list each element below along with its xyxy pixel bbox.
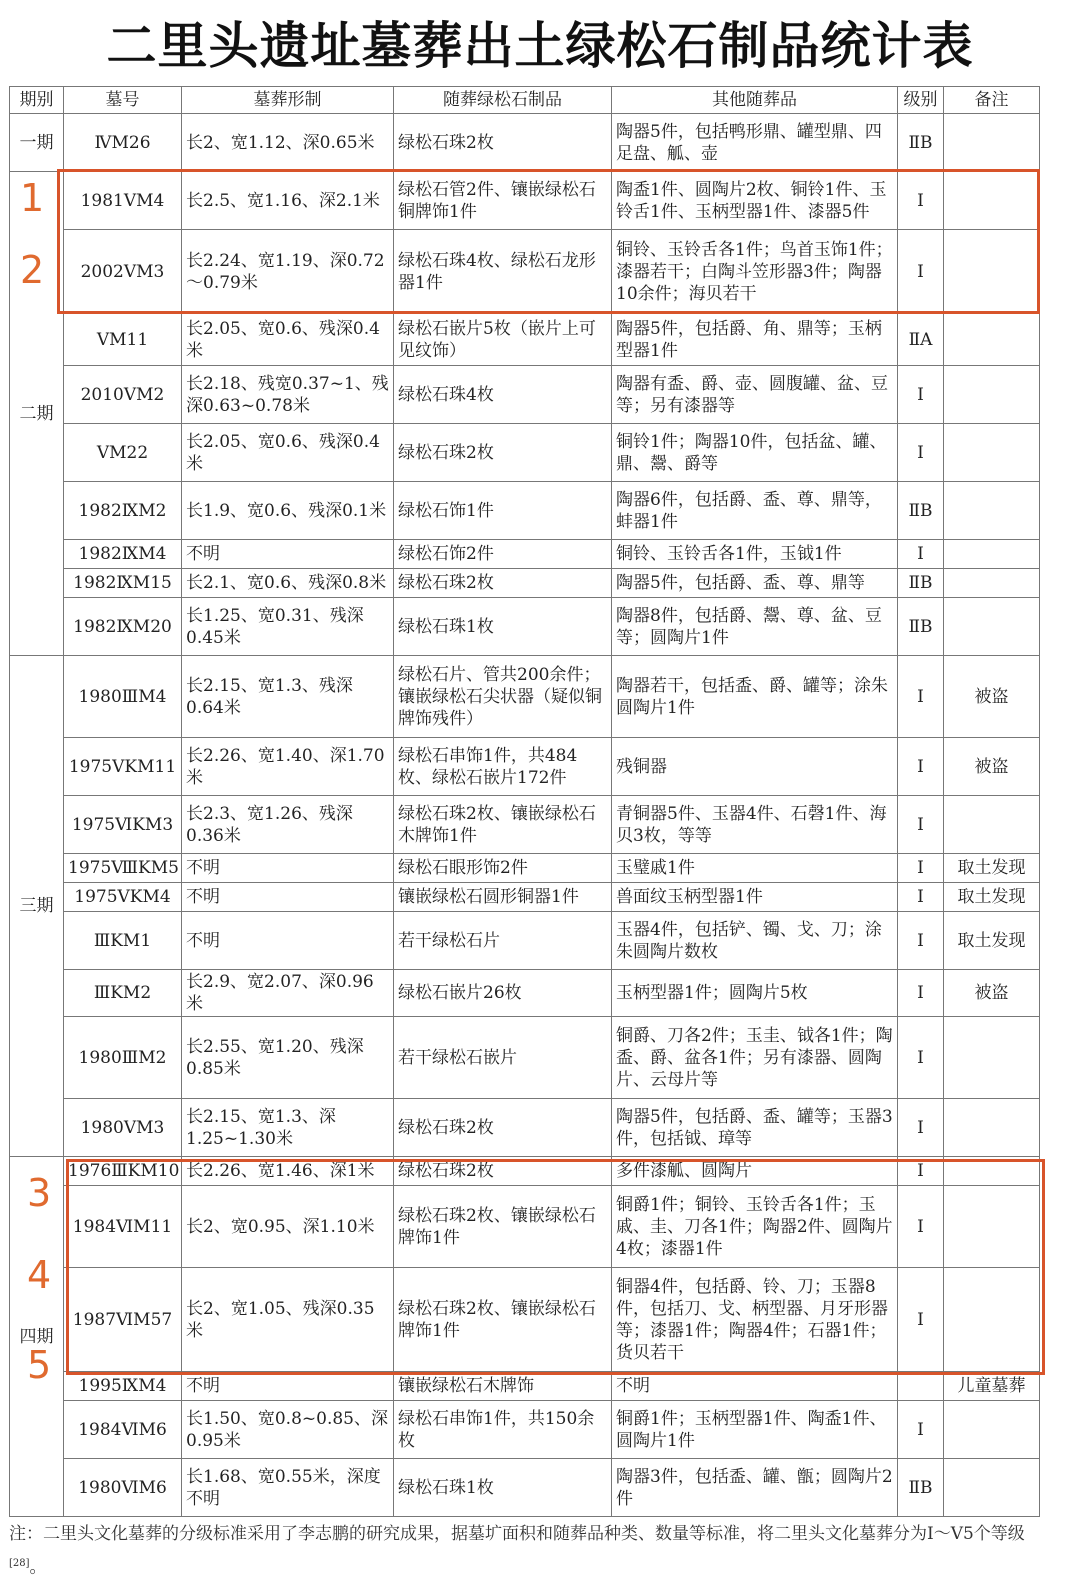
form-cell: 长2.9、宽2.07、深0.96米 xyxy=(182,970,394,1017)
others-cell: 陶器6件，包括爵、盉、尊、鼎等，蚌器1件 xyxy=(612,482,898,540)
note-cell xyxy=(944,230,1040,314)
tomb-cell: 1982ⅨM2 xyxy=(64,482,182,540)
form-cell: 长2.05、宽0.6、残深0.4米 xyxy=(182,424,394,482)
table-row xyxy=(10,796,1040,854)
note-cell xyxy=(944,540,1040,569)
note-cell xyxy=(944,598,1040,656)
table-row xyxy=(10,366,1040,424)
others-cell: 玉柄型器1件；圆陶片5枚 xyxy=(612,970,898,1017)
tomb-cell: 1995ⅨM4 xyxy=(64,1372,182,1401)
table-row xyxy=(10,1186,1040,1268)
tomb-cell: 1975ⅤKM4 xyxy=(64,883,182,912)
form-cell: 长2.5、宽1.16、深2.1米 xyxy=(182,172,394,230)
others-cell: 陶器3件，包括盉、罐、甑；圆陶片2件 xyxy=(612,1459,898,1517)
turquoise-cell: 若干绿松石嵌片 xyxy=(394,1017,612,1099)
level-cell: Ⅰ xyxy=(898,230,944,314)
form-cell: 长2.55、宽1.20、残深0.85米 xyxy=(182,1017,394,1099)
turquoise-cell: 绿松石片、管共200余件；镶嵌绿松石尖状器（疑似铜牌饰残件） xyxy=(394,656,612,738)
turquoise-cell: 绿松石串饰1件，共484枚、绿松石嵌片172件 xyxy=(394,738,612,796)
tomb-cell: ⅢKM2 xyxy=(64,970,182,1017)
note-cell: 取土发现 xyxy=(944,912,1040,970)
others-cell: 铜爵1件；铜铃、玉铃舌各1件；玉戚、圭、刀各1件；陶器2件、圆陶片4枚；漆器1件 xyxy=(612,1186,898,1268)
marker-3: 3 xyxy=(27,1171,52,1215)
form-cell: 长2.05、宽0.6、残深0.4米 xyxy=(182,314,394,366)
others-cell: 铜爵、刀各2件；玉圭、钺各1件；陶盉、爵、盆各1件；另有漆器、圆陶片、云母片等 xyxy=(612,1017,898,1099)
turquoise-cell: 绿松石珠2枚 xyxy=(394,424,612,482)
turquoise-cell: 镶嵌绿松石圆形铜器1件 xyxy=(394,883,612,912)
tomb-cell: ⅤM11 xyxy=(64,314,182,366)
turquoise-cell: 绿松石珠2枚 xyxy=(394,114,612,172)
period-cell: 二期 xyxy=(10,172,64,656)
note-cell xyxy=(944,1459,1040,1517)
table-row xyxy=(10,1017,1040,1099)
header-level: 级别 xyxy=(898,87,944,114)
level-cell: Ⅰ xyxy=(898,912,944,970)
table-row xyxy=(10,854,1040,883)
level-cell: Ⅰ xyxy=(898,1017,944,1099)
tomb-cell: ⅢKM1 xyxy=(64,912,182,970)
tomb-cell: 1975ⅧKM5 xyxy=(64,854,182,883)
header-period: 期别 xyxy=(10,87,64,114)
level-cell: Ⅰ xyxy=(898,1099,944,1157)
form-cell: 不明 xyxy=(182,1372,394,1401)
others-cell: 残铜器 xyxy=(612,738,898,796)
note-cell: 被盗 xyxy=(944,970,1040,1017)
form-cell: 长1.9、宽0.6、残深0.1米 xyxy=(182,482,394,540)
tomb-cell: 1987ⅥM57 xyxy=(64,1268,182,1372)
table-row xyxy=(10,912,1040,970)
table-row xyxy=(10,656,1040,738)
form-cell: 长2、宽1.05、残深0.35米 xyxy=(182,1268,394,1372)
header-others: 其他随葬品 xyxy=(612,87,898,114)
turquoise-cell: 绿松石珠2枚 xyxy=(394,569,612,598)
tomb-cell: 1981ⅤM4 xyxy=(64,172,182,230)
level-cell xyxy=(898,1372,944,1401)
turquoise-cell: 绿松石珠4枚 xyxy=(394,366,612,424)
table-row xyxy=(10,598,1040,656)
level-cell: Ⅰ xyxy=(898,1268,944,1372)
level-cell: Ⅰ xyxy=(898,883,944,912)
note-cell xyxy=(944,114,1040,172)
note-cell: 儿童墓葬 xyxy=(944,1372,1040,1401)
form-cell: 长2、宽0.95、深1.10米 xyxy=(182,1186,394,1268)
others-cell: 铜器4件，包括爵、铃、刀；玉器8件，包括刀、戈、柄型器、月牙形器等；漆器1件；陶器4件；石器1件；货贝若干 xyxy=(612,1268,898,1372)
level-cell: Ⅰ xyxy=(898,796,944,854)
others-cell: 陶器若干，包括盉、爵、罐等；涂朱圆陶片1件 xyxy=(612,656,898,738)
note-cell xyxy=(944,1186,1040,1268)
level-cell: ⅡB xyxy=(898,1459,944,1517)
table-row xyxy=(10,1459,1040,1517)
table-row xyxy=(10,1372,1040,1401)
note-cell xyxy=(944,1157,1040,1186)
turquoise-cell: 绿松石管2件、镶嵌绿松石铜牌饰1件 xyxy=(394,172,612,230)
form-cell: 长1.25、宽0.31、残深0.45米 xyxy=(182,598,394,656)
table-row xyxy=(10,172,1040,230)
form-cell: 不明 xyxy=(182,912,394,970)
others-cell: 铜铃、玉铃舌各1件，玉钺1件 xyxy=(612,540,898,569)
tomb-cell: 1980ⅢM4 xyxy=(64,656,182,738)
marker-4: 4 xyxy=(27,1253,52,1297)
turquoise-cell: 绿松石珠2枚、镶嵌绿松石牌饰1件 xyxy=(394,1186,612,1268)
form-cell: 长2.15、宽1.3、深1.25~1.30米 xyxy=(182,1099,394,1157)
note-cell xyxy=(944,1401,1040,1459)
turquoise-cell: 若干绿松石片 xyxy=(394,912,612,970)
turquoise-cell: 绿松石眼形饰2件 xyxy=(394,854,612,883)
note-cell xyxy=(944,569,1040,598)
turquoise-cell: 绿松石饰2件 xyxy=(394,540,612,569)
table-row xyxy=(10,1401,1040,1459)
turquoise-cell: 绿松石嵌片5枚（嵌片上可见纹饰） xyxy=(394,314,612,366)
others-cell: 陶器有盉、爵、壶、圆腹罐、盆、豆等；另有漆器等 xyxy=(612,366,898,424)
form-cell: 长2、宽1.12、深0.65米 xyxy=(182,114,394,172)
header-form: 墓葬形制 xyxy=(182,87,394,114)
others-cell: 陶器5件，包括爵、盉、罐等；玉器3件，包括钺、璋等 xyxy=(612,1099,898,1157)
tomb-cell: 1982ⅨM4 xyxy=(64,540,182,569)
tomb-cell: 1982ⅨM15 xyxy=(64,569,182,598)
footnote-text: 注：二里头文化墓葬的分级标准采用了李志鹏的研究成果，据墓圹面积和随葬品种类、数量等标准，将二里头文化墓葬分为Ⅰ～Ⅴ5个等级 xyxy=(9,1524,1025,1544)
level-cell: ⅡA xyxy=(898,314,944,366)
note-cell: 取土发现 xyxy=(944,854,1040,883)
marker-5: 5 xyxy=(27,1343,52,1387)
footnote-ref: [28] xyxy=(9,1558,30,1569)
table-row xyxy=(10,1157,1040,1186)
note-cell: 被盗 xyxy=(944,656,1040,738)
note-cell xyxy=(944,1268,1040,1372)
note-cell xyxy=(944,482,1040,540)
level-cell: ⅡB xyxy=(898,114,944,172)
level-cell: Ⅰ xyxy=(898,970,944,1017)
tomb-cell: 1980ⅤM3 xyxy=(64,1099,182,1157)
header-note: 备注 xyxy=(944,87,1040,114)
others-cell: 不明 xyxy=(612,1372,898,1401)
others-cell: 铜爵1件；玉柄型器1件、陶盉1件、圆陶片1件 xyxy=(612,1401,898,1459)
others-cell: 陶器5件，包括鸭形鼎、罐型鼎、四足盘、觚、壶 xyxy=(612,114,898,172)
others-cell: 陶器5件，包括爵、角、鼎等；玉柄型器1件 xyxy=(612,314,898,366)
tomb-cell: 1980ⅥM6 xyxy=(64,1459,182,1517)
header-turquoise: 随葬绿松石制品 xyxy=(394,87,612,114)
form-cell: 长1.50、宽0.8~0.85、深0.95米 xyxy=(182,1401,394,1459)
form-cell: 不明 xyxy=(182,854,394,883)
period-cell: 三期 xyxy=(10,656,64,1157)
period-cell: 四期 xyxy=(10,1157,64,1517)
note-cell xyxy=(944,796,1040,854)
others-cell: 多件漆觚、圆陶片 xyxy=(612,1157,898,1186)
form-cell: 长2.26、宽1.40、深1.70米 xyxy=(182,738,394,796)
form-cell: 不明 xyxy=(182,883,394,912)
turquoise-cell: 绿松石珠1枚 xyxy=(394,1459,612,1517)
others-cell: 青铜器5件、玉器4件、石磬1件、海贝3枚，等等 xyxy=(612,796,898,854)
table-row xyxy=(10,230,1040,314)
turquoise-cell: 绿松石嵌片26枚 xyxy=(394,970,612,1017)
tomb-cell: ⅤM22 xyxy=(64,424,182,482)
table-row xyxy=(10,738,1040,796)
turquoise-cell: 绿松石珠2枚 xyxy=(394,1157,612,1186)
footnote-end: 。 xyxy=(29,1557,47,1578)
table-row xyxy=(10,540,1040,569)
others-cell: 陶盉1件、圆陶片2枚、铜铃1件、玉铃舌1件、玉柄型器1件、漆器5件 xyxy=(612,172,898,230)
turquoise-cell: 绿松石珠1枚 xyxy=(394,598,612,656)
form-cell: 长2.18、残宽0.37~1、残深0.63~0.78米 xyxy=(182,366,394,424)
tomb-cell: 2010ⅤM2 xyxy=(64,366,182,424)
level-cell: Ⅰ xyxy=(898,172,944,230)
form-cell: 长2.15、宽1.3、残深0.64米 xyxy=(182,656,394,738)
turquoise-cell: 镶嵌绿松石木牌饰 xyxy=(394,1372,612,1401)
turquoise-cell: 绿松石珠2枚、镶嵌绿松石木牌饰1件 xyxy=(394,796,612,854)
table-header-row xyxy=(10,87,1040,114)
others-cell: 玉璧戚1件 xyxy=(612,854,898,883)
header-tomb: 墓号 xyxy=(64,87,182,114)
level-cell: Ⅰ xyxy=(898,1157,944,1186)
form-cell: 长2.26、宽1.46、深1米 xyxy=(182,1157,394,1186)
table-row xyxy=(10,970,1040,1017)
tomb-cell: ⅣM26 xyxy=(64,114,182,172)
tomb-cell: 1984ⅥM6 xyxy=(64,1401,182,1459)
tomb-cell: 1975ⅤKM11 xyxy=(64,738,182,796)
form-cell: 长2.24、宽1.19、深0.72～0.79米 xyxy=(182,230,394,314)
level-cell: Ⅰ xyxy=(898,1186,944,1268)
level-cell: ⅡB xyxy=(898,569,944,598)
turquoise-cell: 绿松石珠2枚、镶嵌绿松石牌饰1件 xyxy=(394,1268,612,1372)
form-cell: 长2.1、宽0.6、残深0.8米 xyxy=(182,569,394,598)
level-cell: Ⅰ xyxy=(898,366,944,424)
others-cell: 兽面纹玉柄型器1件 xyxy=(612,883,898,912)
form-cell: 不明 xyxy=(182,540,394,569)
footnote xyxy=(9,1519,1049,1583)
table-row xyxy=(10,883,1040,912)
others-cell: 玉器4件，包括铲、镯、戈、刀；涂朱圆陶片数枚 xyxy=(612,912,898,970)
table-row xyxy=(10,314,1040,366)
form-cell: 长2.3、宽1.26、残深0.36米 xyxy=(182,796,394,854)
level-cell: Ⅰ xyxy=(898,1401,944,1459)
note-cell xyxy=(944,424,1040,482)
note-cell xyxy=(944,366,1040,424)
tomb-cell: 2002ⅤM3 xyxy=(64,230,182,314)
tomb-cell: 1975ⅥKM3 xyxy=(64,796,182,854)
level-cell: Ⅰ xyxy=(898,738,944,796)
note-cell xyxy=(944,172,1040,230)
level-cell: Ⅰ xyxy=(898,854,944,883)
turquoise-table xyxy=(9,86,1040,1517)
level-cell: ⅡB xyxy=(898,482,944,540)
others-cell: 陶器8件，包括爵、鬶、尊、盆、豆等；圆陶片1件 xyxy=(612,598,898,656)
turquoise-cell: 绿松石珠2枚 xyxy=(394,1099,612,1157)
others-cell: 铜铃、玉铃舌各1件；鸟首玉饰1件；漆器若干；白陶斗笠形器3件；陶器10余件；海贝若干 xyxy=(612,230,898,314)
level-cell: Ⅰ xyxy=(898,540,944,569)
table-row xyxy=(10,482,1040,540)
others-cell: 陶器5件，包括爵、盉、尊、鼎等 xyxy=(612,569,898,598)
page-title: 二里头遗址墓葬出土绿松石制品统计表 xyxy=(106,17,974,75)
table-row xyxy=(10,1099,1040,1157)
table-row xyxy=(10,1268,1040,1372)
note-cell: 被盗 xyxy=(944,738,1040,796)
turquoise-cell: 绿松石饰1件 xyxy=(394,482,612,540)
note-cell: 取土发现 xyxy=(944,883,1040,912)
turquoise-cell: 绿松石珠4枚、绿松石龙形器1件 xyxy=(394,230,612,314)
note-cell xyxy=(944,1099,1040,1157)
level-cell: Ⅰ xyxy=(898,656,944,738)
table-row xyxy=(10,569,1040,598)
others-cell: 铜铃1件；陶器10件，包括盆、罐、鼎、鬶、爵等 xyxy=(612,424,898,482)
level-cell: Ⅰ xyxy=(898,424,944,482)
marker-2: 2 xyxy=(20,248,45,292)
table-row xyxy=(10,424,1040,482)
tomb-cell: 1984ⅥM11 xyxy=(64,1186,182,1268)
form-cell: 长1.68、宽0.55米，深度不明 xyxy=(182,1459,394,1517)
period-cell: 一期 xyxy=(10,114,64,172)
tomb-cell: 1976ⅢKM10 xyxy=(64,1157,182,1186)
tomb-cell: 1982ⅨM20 xyxy=(64,598,182,656)
marker-1: 1 xyxy=(20,176,45,220)
turquoise-cell: 绿松石串饰1件，共150余枚 xyxy=(394,1401,612,1459)
note-cell xyxy=(944,314,1040,366)
tomb-cell: 1980ⅢM2 xyxy=(64,1017,182,1099)
level-cell: ⅡB xyxy=(898,598,944,656)
table-row xyxy=(10,114,1040,172)
note-cell xyxy=(944,1017,1040,1099)
